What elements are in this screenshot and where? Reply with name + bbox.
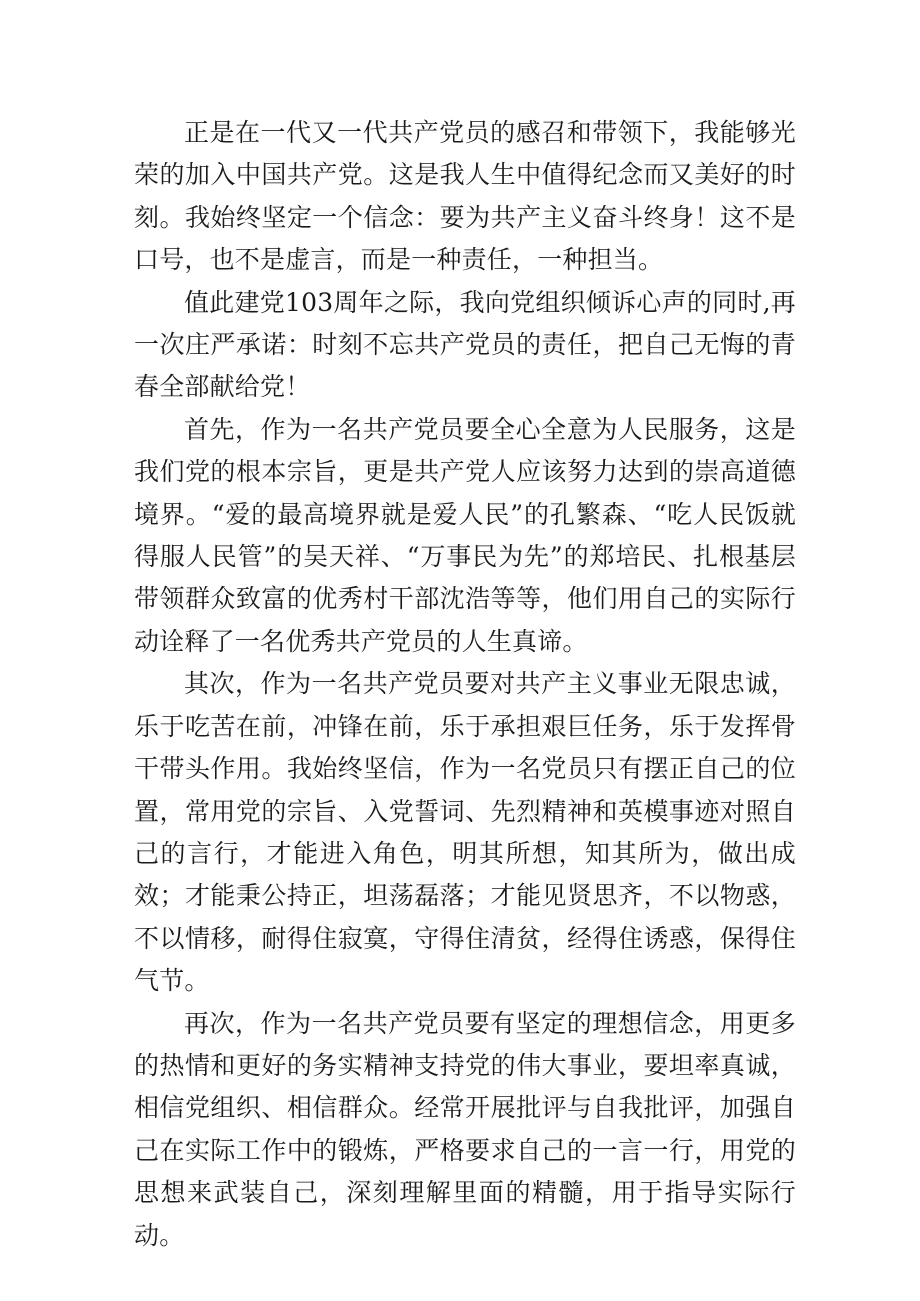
paragraph-3: 首先，作为一名共产党员要全心全意为人民服务，这是我们党的根本宗旨，更是共产党人应该努力达到的崇高道德境界。“爱的最高境界就是爱人民”的孔繁森、“吃人民饭就得服人民管”的吴天祥、“万事民为先”的郑培民、扎根基层带领群众致富的优秀村干部沈浩等等，他们用自己的实际行动诠释了一名优秀共产党员的人生真谛。	[134, 414, 796, 656]
paragraph-1: 正是在一代又一代共产党员的感召和带领下，我能够光荣的加入中国共产党。这是我人生中值得纪念而又美好的时刻。我始终坚定一个信念：要为共产主义奋斗终身！这不是口号，也不是虚言，而是一种责任，一种担当。	[134, 118, 796, 275]
document-body	[134, 112, 796, 1257]
paragraph-2: 值此建党103周年之际，我向党组织倾诉心声的同时,再一次庄严承诺：时刻不忘共产党员的责任，把自己无悔的青春全部献给党！	[134, 287, 796, 402]
paragraph-5: 再次，作为一名共产党员要有坚定的理想信念，用更多的热情和更好的务实精神支持党的伟大事业，要坦率真诚，相信党组织、相信群众。经常开展批评与自我批评，加强自己在实际工作中的锻炼，严格要求自己的一言一行，用党的思想来武装自己，深刻理解里面的精髓，用于指导实际行动。	[134, 1008, 796, 1250]
paragraph-4: 其次，作为一名共产党员要对共产主义事业无限忠诚，乐于吃苦在前，冲锋在前，乐于承担艰巨任务，乐于发挥骨干带头作用。我始终坚信，作为一名党员只有摆正自己的位置，常用党的宗旨、入党誓词、先烈精神和英模事迹对照自己的言行，才能进入角色，明其所想，知其所为，做出成效；才能秉公持正，坦荡磊落；才能见贤思齐，不以物惑，不以情移，耐得住寂寞，守得住清贫，经得住诱惑，保得住气节。	[134, 669, 796, 996]
